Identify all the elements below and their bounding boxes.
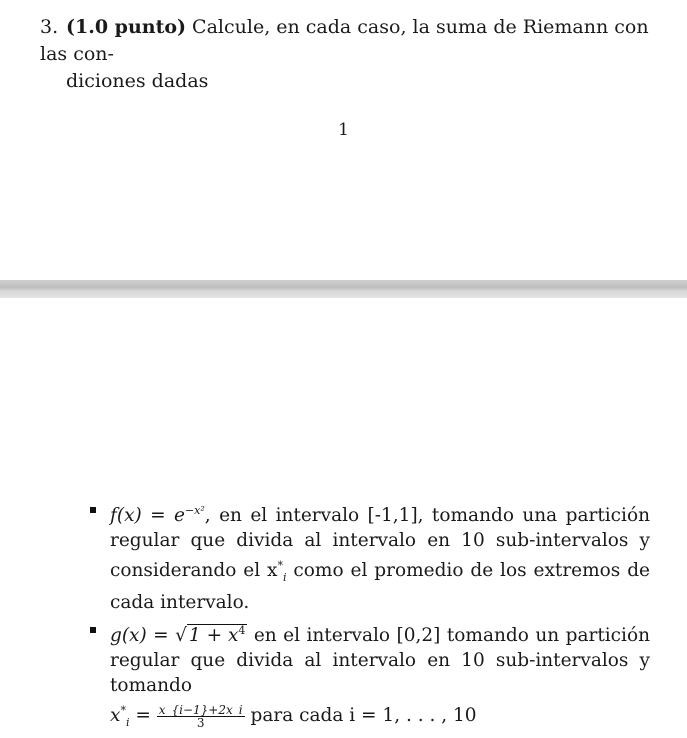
problem-number: 3. [40,16,59,38]
page-bottom [0,298,687,730]
item-2-text: en el intervalo [0,2] tomando un partición regular que divida al intervalo en 10 sub-intervalos y tomando [110,625,650,697]
page-top [0,0,687,280]
problem-text-line1: Calcule, en cada caso, la suma de Riemann con las con- [40,16,649,65]
bullet-icon [90,627,96,633]
bullet-icon [90,507,96,513]
riemann-items-list [90,498,650,738]
sqrt-expression [175,618,247,648]
problem-points: (1.0 punto) [66,16,187,38]
problem-text-line2: diciones dadas [66,70,209,92]
function-f-exponent: −x² [184,504,205,517]
item-1-index: i [282,571,287,584]
item-2-text-end: para cada i = 1, . . . , 10 [244,705,477,727]
item-1-text-end: como el promedio de los extremos de cada intervalo. [110,560,650,613]
xi-fraction [157,704,245,729]
list-item [90,498,650,615]
page-number: 1 [338,120,349,140]
page-separator [0,280,687,298]
xi-star: * [120,704,126,718]
sqrt-content: 1 + x [188,625,239,647]
fraction-numerator: x_{i−1}+2x_i [158,702,243,717]
sqrt-icon: √ [175,625,187,647]
xi-symbol: x [110,705,121,727]
item-1-star: * [277,559,283,573]
list-item [90,618,650,735]
function-g: g(x) = [110,625,176,647]
function-f: f(x) = e [110,505,185,527]
xi-equals: = [129,705,157,727]
fraction-denominator: 3 [196,715,205,730]
item-1-text: , en el intervalo [-1,1], tomando una partición regular que divida al intervalo en 10 sub-intervalos y considerando el x [110,505,650,582]
problem-statement [40,14,650,95]
xi-sub: i [125,716,130,729]
sqrt-exponent: 4 [238,624,246,637]
